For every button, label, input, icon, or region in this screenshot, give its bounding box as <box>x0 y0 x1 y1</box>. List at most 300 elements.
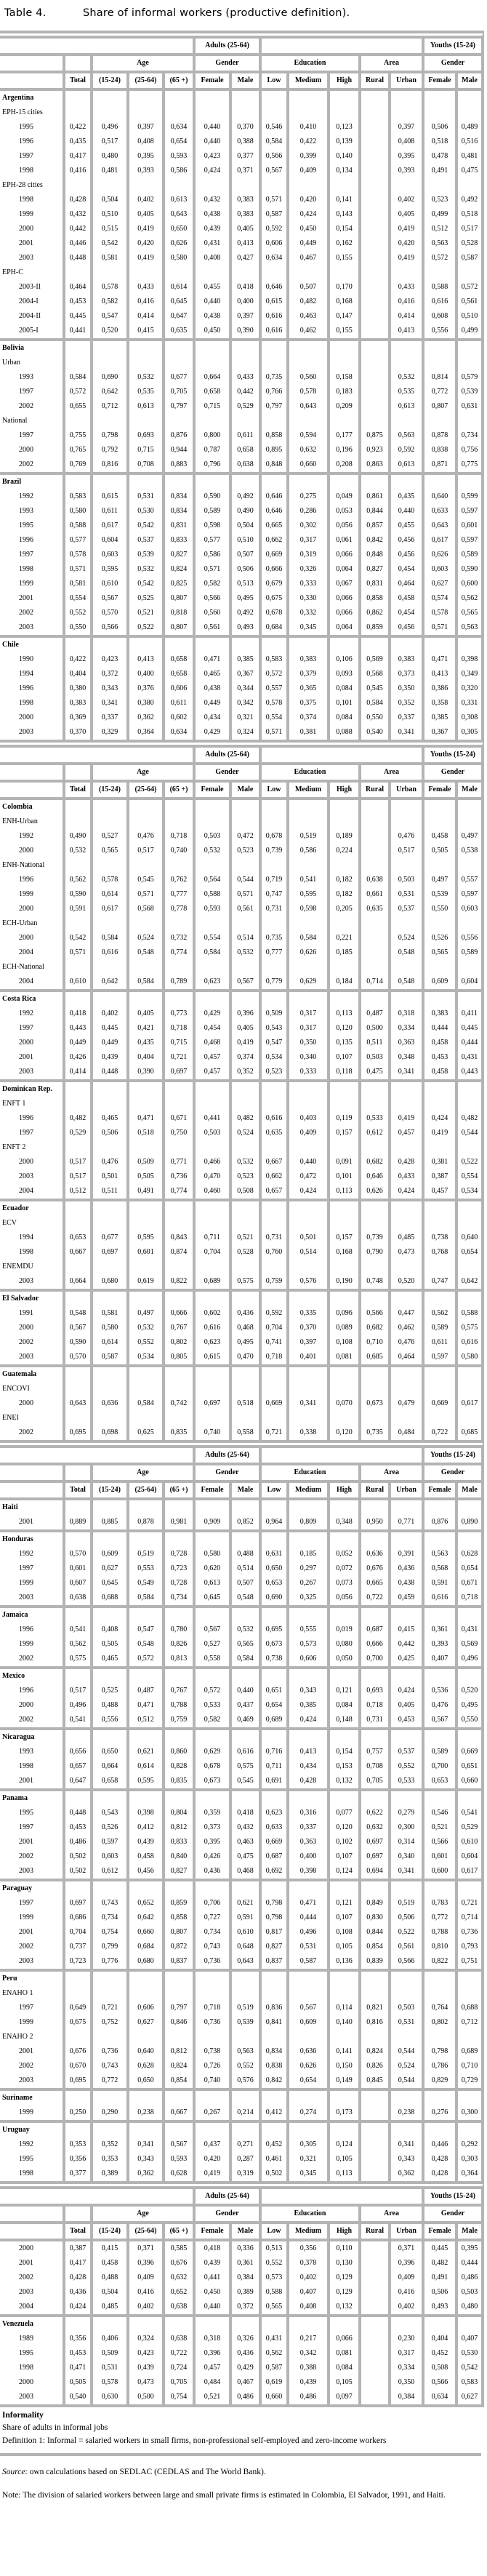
empty-cell <box>259 341 286 356</box>
value-cell: 0,590 <box>63 1335 90 1350</box>
empty-cell <box>63 1500 90 1515</box>
empty-cell <box>126 1532 162 1547</box>
value-cell: 0,132 <box>327 1774 358 1788</box>
value-cell: 0,743 <box>90 1896 126 1911</box>
value-cell: 0,704 <box>259 1321 286 1335</box>
value-cell: 0,413 <box>126 652 162 667</box>
year-label: 1999 <box>19 1578 33 1587</box>
empty-cell <box>126 105 162 120</box>
value-cell: 0,514 <box>229 931 259 945</box>
value-cell: 0,465 <box>90 1111 126 1126</box>
value-cell: 0,584 <box>126 1591 162 1605</box>
value-cell: 0,614 <box>126 1759 162 1774</box>
value-cell: 0,064 <box>327 562 358 577</box>
value-cell: 0,824 <box>358 2044 388 2059</box>
empty-cell <box>259 1608 286 1623</box>
value-cell: 0,875 <box>358 428 388 443</box>
value-cell: 0,566 <box>193 591 229 606</box>
header-education-group: Education <box>259 1465 358 1480</box>
value-cell: 0,757 <box>358 1745 388 1759</box>
value-cell: 0,396 <box>388 2256 422 2271</box>
value-cell: 0,714 <box>455 1911 481 1925</box>
table-row-country <box>0 1289 484 1306</box>
empty-cell <box>259 1216 286 1231</box>
value-cell: 0,643 <box>422 519 455 533</box>
table-row-survey <box>0 1140 484 1155</box>
value-cell: 0,458 <box>422 829 455 844</box>
value-cell: 0,173 <box>327 2105 358 2120</box>
value-cell: 0,814 <box>422 370 455 385</box>
value-cell: 0,675 <box>63 2015 90 2030</box>
value-cell: 0,676 <box>63 2044 90 2059</box>
value-cell: 0,404 <box>422 2332 455 2346</box>
value-cell: 0,640 <box>422 489 455 504</box>
value-cell: 0,616 <box>422 295 455 309</box>
value-cell: 0,539 <box>126 548 162 562</box>
empty-cell <box>63 1986 90 2001</box>
value-cell: 0,377 <box>63 2167 90 2181</box>
value-cell: 0,542 <box>126 519 162 533</box>
empty-cell <box>229 1260 259 1274</box>
value-cell: 0,862 <box>358 606 388 620</box>
empty-cell <box>286 1367 327 1382</box>
value-cell <box>358 2285 388 2300</box>
column-header: Male <box>229 1483 259 1497</box>
value-cell: 0,413 <box>229 236 259 251</box>
value-cell: 0,834 <box>162 489 193 504</box>
value-cell: 0,419 <box>388 1111 422 1126</box>
value-cell: 0,710 <box>358 1335 388 1350</box>
empty-cell <box>63 992 90 1007</box>
table-row-data <box>0 120 484 135</box>
value-cell: 0,445 <box>90 1021 126 1036</box>
value-cell: 0,705 <box>162 2375 193 2390</box>
table-row-data <box>0 1849 484 1864</box>
year-label: 2000 <box>19 1399 33 1407</box>
value-cell: 0,689 <box>455 2044 481 2059</box>
value-cell: 0,524 <box>229 1126 259 1140</box>
value-cell: 0,414 <box>388 309 422 324</box>
table-row-data <box>0 2152 484 2167</box>
value-cell: 0,692 <box>259 1864 286 1879</box>
empty-cell <box>63 1201 90 1216</box>
value-cell: 0,584 <box>193 945 229 960</box>
value-cell: 0,431 <box>455 1623 481 1637</box>
header-blank <box>0 2207 63 2221</box>
value-cell: 0,789 <box>162 975 193 989</box>
value-cell: 0,458 <box>422 1065 455 1079</box>
empty-cell <box>422 1216 455 1231</box>
value-cell: 0,476 <box>388 829 422 844</box>
value-cell: 0,657 <box>63 1759 90 1774</box>
value-cell: 0,613 <box>388 399 422 414</box>
value-cell: 0,531 <box>388 2015 422 2030</box>
empty-cell <box>358 1382 388 1396</box>
value-cell: 0,604 <box>455 1849 481 1864</box>
value-cell: 0,755 <box>63 428 90 443</box>
empty-cell <box>193 414 229 428</box>
value-cell: 0,858 <box>259 428 286 443</box>
value-cell: 0,388 <box>229 135 259 149</box>
value-cell: 0,523 <box>422 193 455 207</box>
value-cell: 0,572 <box>422 251 455 265</box>
table-row-data <box>0 1896 484 1911</box>
empty-cell <box>63 1532 90 1547</box>
value-cell: 0,056 <box>327 519 358 533</box>
table-row-data <box>0 1245 484 1260</box>
empty-cell <box>259 800 286 815</box>
value-cell: 0,450 <box>193 324 229 338</box>
value-cell: 0,520 <box>90 324 126 338</box>
year-label: 2002 <box>19 460 33 468</box>
value-cell: 0,640 <box>455 1231 481 1245</box>
value-cell: 0,576 <box>229 2073 259 2088</box>
value-cell: 0,534 <box>455 1184 481 1199</box>
value-cell: 0,113 <box>327 1007 358 1021</box>
value-cell: 0,640 <box>126 2044 162 2059</box>
table-row-survey <box>0 105 484 120</box>
value-cell <box>358 120 388 135</box>
value-cell: 0,684 <box>126 1940 162 1954</box>
value-cell: 0,555 <box>286 1623 327 1637</box>
year-label: 1998 <box>19 698 33 707</box>
value-cell: 0,398 <box>126 1806 162 1820</box>
value-cell: 0,196 <box>327 443 358 457</box>
value-cell: 0,553 <box>126 1561 162 1576</box>
value-cell: 0,440 <box>193 120 229 135</box>
value-cell: 0,807 <box>162 591 193 606</box>
value-cell: 0,400 <box>229 295 259 309</box>
empty-cell <box>63 341 90 356</box>
value-cell: 0,739 <box>358 1231 388 1245</box>
header-blank <box>259 2189 422 2204</box>
value-cell: 0,697 <box>63 1896 90 1911</box>
value-cell: 0,826 <box>358 2059 388 2073</box>
value-cell: 0,400 <box>126 667 162 681</box>
value-cell: 0,437 <box>229 1698 259 1713</box>
empty-cell <box>162 414 193 428</box>
year-label: 2002 <box>19 2273 33 2281</box>
value-cell: 0,532 <box>229 1623 259 1637</box>
value-cell: 0,822 <box>162 1274 193 1289</box>
value-cell: 0,472 <box>286 1169 327 1184</box>
value-cell: 0,488 <box>90 1698 126 1713</box>
value-cell: 0,121 <box>327 1896 358 1911</box>
empty-cell <box>455 356 481 370</box>
country-label: Costa Rica <box>2 994 36 1003</box>
value-cell: 0,669 <box>259 1835 286 1849</box>
value-cell: 0,812 <box>162 2044 193 2059</box>
value-cell: 0,517 <box>126 844 162 858</box>
value-cell: 0,088 <box>327 725 358 740</box>
empty-cell <box>388 178 422 193</box>
value-cell: 0,842 <box>358 533 388 548</box>
value-cell: 0,422 <box>63 120 90 135</box>
empty-cell <box>388 1216 422 1231</box>
value-cell: 0,830 <box>358 1911 388 1925</box>
header-blank <box>0 2189 193 2204</box>
value-cell: 0,384 <box>229 2271 259 2285</box>
value-cell: 0,818 <box>162 606 193 620</box>
value-cell: 0,134 <box>327 164 358 178</box>
header-youths: Youths (15-24) <box>422 2189 481 2204</box>
table-row-data <box>0 2073 484 2088</box>
value-cell: 0,562 <box>422 1306 455 1321</box>
value-cell: 0,627 <box>455 2390 481 2404</box>
table-row-data <box>0 1806 484 1820</box>
value-cell: 0,462 <box>286 324 327 338</box>
empty-cell <box>126 638 162 652</box>
value-cell: 0,807 <box>422 399 455 414</box>
header-blank <box>63 765 90 780</box>
value-cell: 0,614 <box>90 1335 126 1350</box>
table-row-country <box>0 1079 484 1097</box>
value-cell: 0,184 <box>327 975 358 989</box>
value-cell: 0,854 <box>358 1940 388 1954</box>
empty-cell <box>388 1260 422 1274</box>
empty-cell <box>327 1367 358 1382</box>
year-label: 1998 <box>19 2363 33 2372</box>
value-cell: 0,525 <box>126 591 162 606</box>
value-cell: 0,364 <box>126 725 162 740</box>
value-cell: 0,486 <box>286 2390 327 2404</box>
empty-cell <box>327 800 358 815</box>
value-cell: 0,677 <box>90 1231 126 1245</box>
value-cell: 0,482 <box>63 1111 90 1126</box>
year-label: 1992 <box>19 1009 33 1017</box>
value-cell: 0,396 <box>229 1007 259 1021</box>
value-cell: 0,556 <box>455 931 481 945</box>
empty-cell <box>259 1411 286 1425</box>
empty-cell <box>259 1500 286 1515</box>
value-cell: 0,397 <box>286 1335 327 1350</box>
value-cell: 0,492 <box>229 489 259 504</box>
value-cell: 0,615 <box>259 295 286 309</box>
country-label: Venezuela <box>2 2319 33 2328</box>
value-cell: 0,589 <box>422 1745 455 1759</box>
empty-cell <box>126 858 162 873</box>
value-cell: 0,157 <box>327 1126 358 1140</box>
value-cell: 0,571 <box>259 725 286 740</box>
empty-cell <box>358 1201 388 1216</box>
table-row-data <box>0 1396 484 1411</box>
value-cell: 0,362 <box>126 711 162 725</box>
value-cell: 0,560 <box>193 606 229 620</box>
value-cell: 0,217 <box>286 2332 327 2346</box>
empty-cell <box>193 1292 229 1306</box>
value-cell: 0,436 <box>229 2346 259 2361</box>
value-cell: 0,503 <box>193 1126 229 1140</box>
empty-cell <box>388 1730 422 1745</box>
header-age-group: Age <box>90 1465 193 1480</box>
empty-cell <box>358 105 388 120</box>
table-row-survey <box>0 916 484 931</box>
empty-cell <box>126 1669 162 1684</box>
value-cell: 0,456 <box>388 548 422 562</box>
table-row-data <box>0 620 484 635</box>
table-row-data <box>0 2167 484 2181</box>
value-cell: 0,143 <box>327 207 358 222</box>
value-cell: 0,583 <box>259 652 286 667</box>
value-cell: 0,648 <box>229 1940 259 1954</box>
value-cell: 0,397 <box>388 120 422 135</box>
value-cell: 0,405 <box>126 1007 162 1021</box>
empty-cell <box>162 1881 193 1896</box>
empty-cell <box>422 178 455 193</box>
header-youths-gender-group: Gender <box>422 1465 481 1480</box>
value-cell: 0,836 <box>259 2001 286 2015</box>
empty-cell <box>162 1500 193 1515</box>
value-cell: 0,626 <box>162 236 193 251</box>
value-cell: 0,531 <box>388 887 422 902</box>
value-cell: 0,073 <box>327 1576 358 1591</box>
value-cell: 0,796 <box>193 457 229 472</box>
value-cell: 0,490 <box>229 504 259 519</box>
value-cell: 0,567 <box>259 164 286 178</box>
value-cell: 0,497 <box>422 873 455 887</box>
column-header: Medium <box>286 73 327 88</box>
value-cell <box>358 2332 388 2346</box>
value-cell: 0,846 <box>162 2015 193 2030</box>
table-row-data <box>0 667 484 681</box>
value-cell: 0,338 <box>286 1425 327 1440</box>
value-cell: 0,718 <box>193 2001 229 2015</box>
value-cell: 0,467 <box>286 251 327 265</box>
year-label: 1994 <box>19 1233 33 1241</box>
value-cell: 0,754 <box>162 2390 193 2404</box>
value-cell: 0,106 <box>327 652 358 667</box>
value-cell: 0,584 <box>63 370 90 385</box>
country-label: Uruguay <box>2 2125 30 2134</box>
value-cell: 0,362 <box>126 2167 162 2181</box>
year-label: 2001 <box>19 593 33 602</box>
empty-cell <box>422 815 455 829</box>
empty-cell <box>286 2123 327 2137</box>
empty-cell <box>126 815 162 829</box>
value-cell: 0,731 <box>259 902 286 916</box>
table-row-data <box>0 2241 484 2256</box>
value-cell: 0,595 <box>286 887 327 902</box>
value-cell: 0,056 <box>327 1591 358 1605</box>
empty-cell <box>358 1986 388 2001</box>
value-cell: 0,560 <box>286 370 327 385</box>
value-cell: 0,667 <box>259 1155 286 1169</box>
country-label: Brazil <box>2 477 22 486</box>
table-row-data <box>0 519 484 533</box>
value-cell: 0,587 <box>286 1954 327 1969</box>
year-label: 2003 <box>19 1067 33 1076</box>
value-cell: 0,536 <box>422 1684 455 1698</box>
value-cell: 0,616 <box>422 1591 455 1605</box>
value-cell: 0,799 <box>90 1940 126 1954</box>
value-cell: 0,843 <box>162 1231 193 1245</box>
value-cell: 0,646 <box>259 504 286 519</box>
value-cell: 0,861 <box>358 489 388 504</box>
value-cell: 0,797 <box>162 2001 193 2015</box>
value-cell: 0,609 <box>422 975 455 989</box>
empty-cell <box>90 916 126 931</box>
empty-cell <box>229 1411 259 1425</box>
value-cell: 0,964 <box>259 1515 286 1529</box>
value-cell: 0,324 <box>126 2332 162 2346</box>
value-cell: 0,627 <box>126 2015 162 2030</box>
empty-cell <box>193 1986 229 2001</box>
value-cell: 0,443 <box>455 1065 481 1079</box>
value-cell: 0,597 <box>90 1835 126 1849</box>
value-cell: 0,512 <box>126 1713 162 1727</box>
value-cell: 0,712 <box>90 399 126 414</box>
value-cell <box>358 193 388 207</box>
value-cell: 0,568 <box>422 1561 455 1576</box>
empty-cell <box>388 1972 422 1986</box>
value-cell: 0,771 <box>388 1515 422 1529</box>
value-cell: 0,566 <box>358 1306 388 1321</box>
value-cell: 0,739 <box>259 844 286 858</box>
header-adults: Adults (25-64) <box>193 1448 259 1463</box>
value-cell: 0,729 <box>455 2073 481 2088</box>
year-label: 2000 <box>19 2377 33 2386</box>
empty-cell <box>422 1201 455 1216</box>
year-label: 2000 <box>19 2244 33 2252</box>
empty-cell <box>229 1382 259 1396</box>
year-label: 2003 <box>19 1593 33 1601</box>
year-label: 1994 <box>19 669 33 678</box>
value-cell: 0,445 <box>63 309 90 324</box>
empty-cell <box>162 1097 193 1111</box>
value-cell <box>358 2152 388 2167</box>
value-cell: 0,571 <box>259 193 286 207</box>
value-cell: 0,950 <box>358 1515 388 1529</box>
value-cell: 0,834 <box>259 2044 286 2059</box>
value-cell: 0,452 <box>422 2346 455 2361</box>
empty-cell <box>388 91 422 105</box>
empty-cell <box>126 916 162 931</box>
value-cell: 0,822 <box>422 1954 455 1969</box>
value-cell: 0,613 <box>193 1576 229 1591</box>
year-label: 1999 <box>19 2017 33 2026</box>
value-cell: 0,503 <box>388 873 422 887</box>
column-header: (15-24) <box>90 783 126 797</box>
value-cell <box>358 2271 388 2285</box>
empty-cell <box>286 356 327 370</box>
value-cell: 0,771 <box>162 1155 193 1169</box>
value-cell: 0,825 <box>162 577 193 591</box>
value-cell: 0,402 <box>90 1007 126 1021</box>
survey-label: EPH-C <box>2 268 23 276</box>
empty-cell <box>90 1216 126 1231</box>
value-cell: 0,341 <box>286 1396 327 1411</box>
value-cell: 0,457 <box>193 2361 229 2375</box>
value-cell: 0,333 <box>286 1065 327 1079</box>
column-header: High <box>327 1483 358 1497</box>
value-cell: 0,373 <box>388 667 422 681</box>
value-cell: 0,428 <box>286 1774 327 1788</box>
column-header: Male <box>229 2224 259 2239</box>
empty-cell <box>455 414 481 428</box>
value-cell: 0,827 <box>358 562 388 577</box>
year-label: 1998 <box>19 564 33 573</box>
footnote-definition: Definition 1: Informal = salaried workers in small firms, non-professional self-employed and zero-income workers <box>2 2436 387 2445</box>
value-cell: 0,629 <box>286 975 327 989</box>
value-cell: 0,876 <box>422 1515 455 1529</box>
value-cell: 0,591 <box>229 1911 259 1925</box>
value-cell: 0,362 <box>388 2167 422 2181</box>
value-cell: 0,547 <box>90 309 126 324</box>
survey-label: ENAHO 1 <box>2 1988 33 1997</box>
empty-cell <box>286 916 327 931</box>
empty-cell <box>90 1608 126 1623</box>
year-label: 2000 <box>19 1700 33 1709</box>
